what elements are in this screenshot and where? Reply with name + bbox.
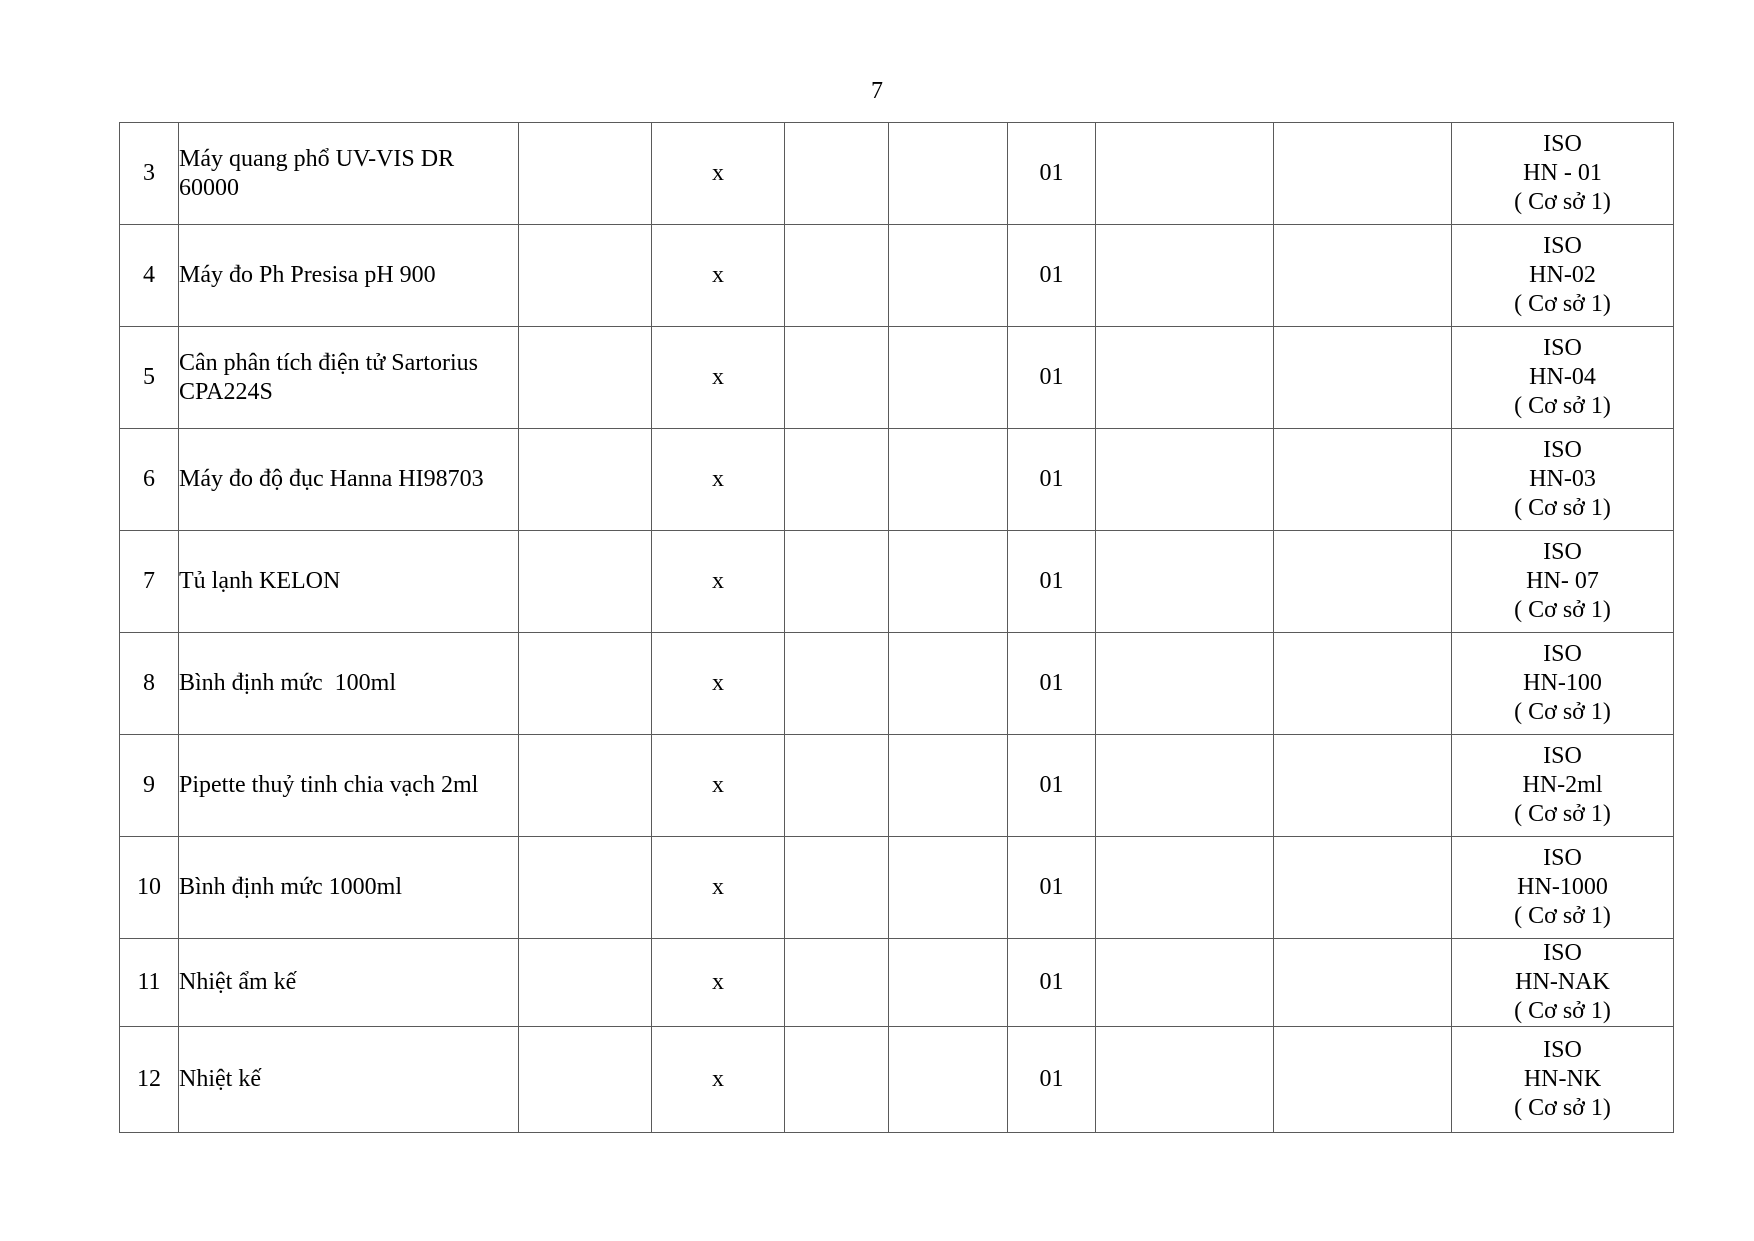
note-location: ( Cơ sở 1) (1514, 597, 1611, 623)
empty-cell (519, 735, 652, 837)
note-location: ( Cơ sở 1) (1514, 291, 1611, 317)
empty-cell (889, 735, 1008, 837)
empty-cell (1096, 225, 1274, 327)
note-location: ( Cơ sở 1) (1514, 393, 1611, 419)
empty-cell (1096, 939, 1274, 1027)
note-cell (1452, 837, 1674, 939)
empty-cell (519, 1027, 652, 1133)
quantity: 01 (1008, 939, 1096, 1027)
row-number: 11 (120, 939, 179, 1027)
quantity: 01 (1008, 735, 1096, 837)
row-number: 3 (120, 123, 179, 225)
quantity: 01 (1008, 327, 1096, 429)
empty-cell (1096, 1027, 1274, 1133)
empty-cell (889, 1027, 1008, 1133)
note-cell (1452, 225, 1674, 327)
quantity: 01 (1008, 531, 1096, 633)
quantity: 01 (1008, 225, 1096, 327)
table-row (120, 735, 1674, 837)
empty-cell (519, 123, 652, 225)
empty-cell (519, 531, 652, 633)
note-cell (1452, 429, 1674, 531)
row-number: 8 (120, 633, 179, 735)
note-standard: ISO (1543, 940, 1582, 966)
note-standard: ISO (1543, 131, 1582, 157)
check-mark: x (652, 429, 785, 531)
table-row (120, 429, 1674, 531)
empty-cell (785, 531, 889, 633)
equipment-name: Máy quang phổ UV-VIS DR 60000 (179, 123, 519, 225)
equipment-name: Bình định mức 100ml (179, 633, 519, 735)
empty-cell (785, 1027, 889, 1133)
note-cell (1452, 735, 1674, 837)
check-mark: x (652, 837, 785, 939)
empty-cell (1274, 225, 1452, 327)
empty-cell (1274, 531, 1452, 633)
note-code: HN-03 (1529, 466, 1596, 492)
empty-cell (519, 429, 652, 531)
note-code: HN-2ml (1522, 772, 1603, 798)
empty-cell (1274, 429, 1452, 531)
equipment-name: Máy đo độ đục Hanna HI98703 (179, 429, 519, 531)
empty-cell (519, 939, 652, 1027)
check-mark: x (652, 531, 785, 633)
quantity: 01 (1008, 123, 1096, 225)
check-mark: x (652, 735, 785, 837)
note-standard: ISO (1543, 539, 1582, 565)
empty-cell (519, 225, 652, 327)
page-number: 7 (871, 78, 883, 104)
empty-cell (1096, 429, 1274, 531)
empty-cell (889, 327, 1008, 429)
quantity: 01 (1008, 1027, 1096, 1133)
table-row (120, 531, 1674, 633)
empty-cell (785, 939, 889, 1027)
row-number: 5 (120, 327, 179, 429)
equipment-name: Máy đo Ph Presisa pH 900 (179, 225, 519, 327)
note-standard: ISO (1543, 641, 1582, 667)
empty-cell (1274, 123, 1452, 225)
empty-cell (785, 327, 889, 429)
empty-cell (785, 633, 889, 735)
note-cell (1452, 123, 1674, 225)
equipment-name: Nhiệt ẩm kế (179, 939, 519, 1027)
empty-cell (785, 429, 889, 531)
note-code: HN-100 (1523, 670, 1602, 696)
note-location: ( Cơ sở 1) (1514, 495, 1611, 521)
check-mark: x (652, 633, 785, 735)
note-standard: ISO (1543, 335, 1582, 361)
check-mark: x (652, 939, 785, 1027)
note-location: ( Cơ sở 1) (1514, 998, 1611, 1024)
equipment-name: Tủ lạnh KELON (179, 531, 519, 633)
equipment-name: Nhiệt kế (179, 1027, 519, 1133)
quantity: 01 (1008, 837, 1096, 939)
empty-cell (889, 225, 1008, 327)
equipment-name: Cân phân tích điện tử Sartorius CPA224S (179, 327, 519, 429)
quantity: 01 (1008, 429, 1096, 531)
row-number: 7 (120, 531, 179, 633)
note-location: ( Cơ sở 1) (1514, 699, 1611, 725)
note-cell (1452, 531, 1674, 633)
note-standard: ISO (1543, 743, 1582, 769)
row-number: 9 (120, 735, 179, 837)
note-location: ( Cơ sở 1) (1514, 903, 1611, 929)
table-row (120, 123, 1674, 225)
note-location: ( Cơ sở 1) (1514, 189, 1611, 215)
empty-cell (889, 123, 1008, 225)
empty-cell (889, 429, 1008, 531)
check-mark: x (652, 327, 785, 429)
note-code: HN-NK (1523, 1066, 1602, 1092)
note-code: HN-1000 (1517, 874, 1608, 900)
empty-cell (889, 633, 1008, 735)
row-number: 10 (120, 837, 179, 939)
empty-cell (1274, 837, 1452, 939)
empty-cell (1274, 735, 1452, 837)
row-number: 6 (120, 429, 179, 531)
empty-cell (889, 837, 1008, 939)
table-row (120, 633, 1674, 735)
note-standard: ISO (1543, 845, 1582, 871)
note-standard: ISO (1543, 1037, 1582, 1063)
note-code: HN - 01 (1523, 160, 1602, 186)
empty-cell (1274, 327, 1452, 429)
empty-cell (519, 327, 652, 429)
note-standard: ISO (1543, 233, 1582, 259)
note-cell (1452, 327, 1674, 429)
empty-cell (1096, 327, 1274, 429)
check-mark: x (652, 225, 785, 327)
note-standard: ISO (1543, 437, 1582, 463)
empty-cell (1274, 1027, 1452, 1133)
empty-cell (889, 939, 1008, 1027)
note-location: ( Cơ sở 1) (1514, 801, 1611, 827)
note-code: HN-02 (1529, 262, 1596, 288)
note-location: ( Cơ sở 1) (1514, 1095, 1611, 1121)
empty-cell (1096, 633, 1274, 735)
note-cell (1452, 939, 1674, 1027)
note-code: HN-NAK (1515, 969, 1610, 995)
table-row (120, 837, 1674, 939)
note-cell (1452, 633, 1674, 735)
empty-cell (785, 225, 889, 327)
equipment-table (119, 122, 1674, 1133)
empty-cell (889, 531, 1008, 633)
table-row (120, 939, 1674, 1027)
quantity: 01 (1008, 633, 1096, 735)
table-row (120, 1027, 1674, 1133)
empty-cell (785, 123, 889, 225)
equipment-name: Bình định mức 1000ml (179, 837, 519, 939)
table-row (120, 327, 1674, 429)
empty-cell (519, 837, 652, 939)
check-mark: x (652, 1027, 785, 1133)
note-cell (1452, 1027, 1674, 1133)
note-code: HN- 07 (1526, 568, 1599, 594)
empty-cell (1274, 939, 1452, 1027)
table-row (120, 225, 1674, 327)
empty-cell (1096, 531, 1274, 633)
empty-cell (1274, 633, 1452, 735)
empty-cell (1096, 735, 1274, 837)
row-number: 4 (120, 225, 179, 327)
row-number: 12 (120, 1027, 179, 1133)
equipment-name: Pipette thuỷ tinh chia vạch 2ml (179, 735, 519, 837)
empty-cell (785, 735, 889, 837)
empty-cell (785, 837, 889, 939)
check-mark: x (652, 123, 785, 225)
empty-cell (1096, 837, 1274, 939)
empty-cell (1096, 123, 1274, 225)
note-code: HN-04 (1529, 364, 1596, 390)
empty-cell (519, 633, 652, 735)
